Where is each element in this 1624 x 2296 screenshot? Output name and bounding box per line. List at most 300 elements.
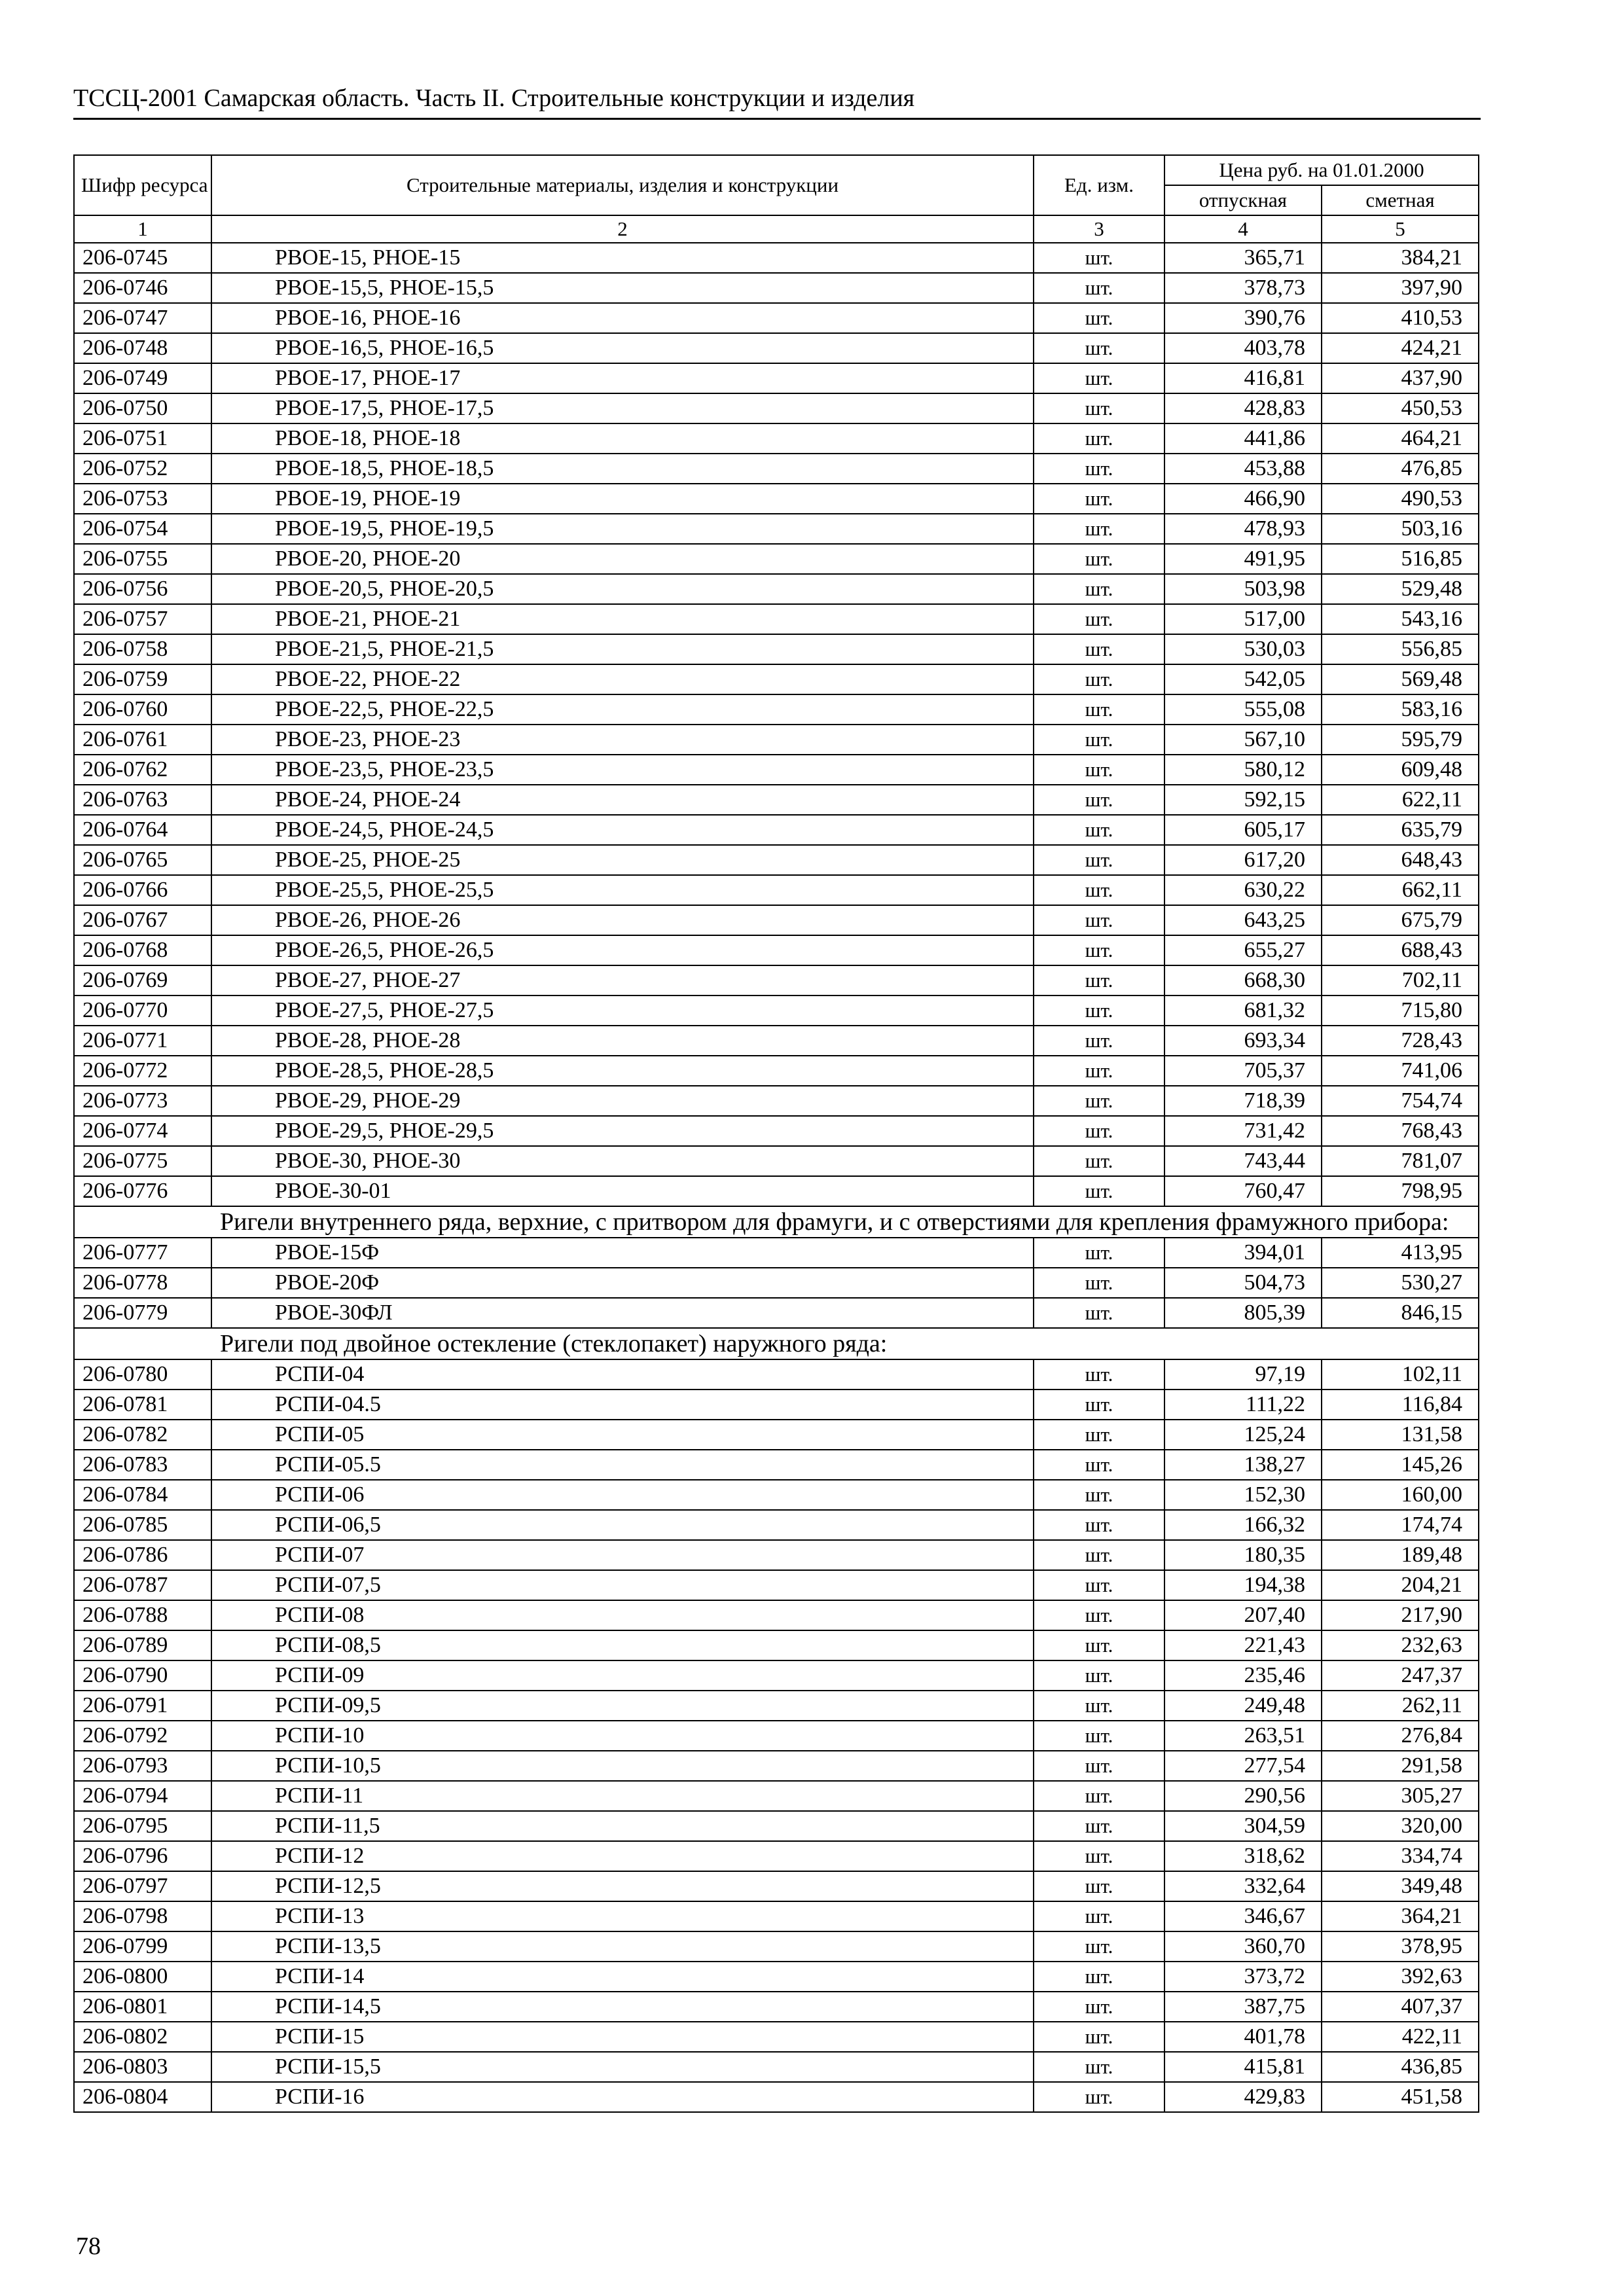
estimate-price-cell: 728,43 (1322, 1026, 1479, 1056)
release-price-cell: 530,03 (1164, 634, 1322, 664)
unit-cell: шт. (1034, 1660, 1164, 1691)
unit-cell: шт. (1034, 1026, 1164, 1056)
release-price-cell: 731,42 (1164, 1116, 1322, 1146)
release-price-cell: 580,12 (1164, 755, 1322, 785)
release-price-cell: 394,01 (1164, 1238, 1322, 1268)
resource-code-cell: 206-0764 (74, 815, 211, 845)
release-price-cell: 387,75 (1164, 1992, 1322, 2022)
column-number: 3 (1034, 215, 1164, 243)
resource-code-cell: 206-0799 (74, 1931, 211, 1962)
unit-cell: шт. (1034, 1480, 1164, 1510)
estimate-price-cell: 437,90 (1322, 363, 1479, 393)
estimate-price-cell: 364,21 (1322, 1901, 1479, 1931)
resource-code-cell: 206-0750 (74, 393, 211, 423)
release-price-cell: 401,78 (1164, 2022, 1322, 2052)
material-name-cell: РВОЕ-22, РНОЕ-22 (211, 664, 1034, 694)
estimate-price-cell: 232,63 (1322, 1630, 1479, 1660)
material-name-cell: РСПИ-06 (211, 1480, 1034, 1510)
material-name-cell: РВОЕ-20Ф (211, 1268, 1034, 1298)
estimate-price-cell: 436,85 (1322, 2052, 1479, 2082)
column-number: 5 (1322, 215, 1479, 243)
section-header-row (74, 1206, 1479, 1238)
estimate-price-cell: 715,80 (1322, 996, 1479, 1026)
resource-code-cell: 206-0778 (74, 1268, 211, 1298)
table-row (74, 1238, 1479, 1268)
estimate-price-cell: 305,27 (1322, 1781, 1479, 1811)
unit-cell: шт. (1034, 1781, 1164, 1811)
release-price-cell: 332,64 (1164, 1871, 1322, 1901)
unit-cell: шт. (1034, 845, 1164, 875)
resource-code-cell: 206-0775 (74, 1146, 211, 1176)
release-price-cell: 517,00 (1164, 604, 1322, 634)
table-row (74, 514, 1479, 544)
resource-code-cell: 206-0772 (74, 1056, 211, 1086)
unit-cell: шт. (1034, 1238, 1164, 1268)
release-price-cell: 466,90 (1164, 484, 1322, 514)
estimate-price-cell: 349,48 (1322, 1871, 1479, 1901)
unit-cell: шт. (1034, 1390, 1164, 1420)
section-header-row (74, 1328, 1479, 1359)
material-name-cell: РВОЕ-15Ф (211, 1238, 1034, 1268)
table-row (74, 1420, 1479, 1450)
table-row (74, 2022, 1479, 2052)
material-name-cell: РСПИ-10,5 (211, 1751, 1034, 1781)
unit-cell: шт. (1034, 514, 1164, 544)
estimate-price-cell: 189,48 (1322, 1540, 1479, 1570)
resource-code-cell: 206-0782 (74, 1420, 211, 1450)
release-price-cell: 592,15 (1164, 785, 1322, 815)
table-row (74, 1600, 1479, 1630)
release-price-cell: 617,20 (1164, 845, 1322, 875)
estimate-price-cell: 451,58 (1322, 2082, 1479, 2112)
resource-code-cell: 206-0800 (74, 1962, 211, 1992)
release-price-cell: 194,38 (1164, 1570, 1322, 1600)
material-name-cell: РВОЕ-18, РНОЕ-18 (211, 423, 1034, 454)
column-number: 4 (1164, 215, 1322, 243)
estimate-price-cell: 702,11 (1322, 965, 1479, 996)
resource-code-cell: 206-0804 (74, 2082, 211, 2112)
estimate-price-cell: 291,58 (1322, 1751, 1479, 1781)
table-row (74, 363, 1479, 393)
resource-code-cell: 206-0790 (74, 1660, 211, 1691)
release-price-cell: 125,24 (1164, 1420, 1322, 1450)
table-row (74, 393, 1479, 423)
unit-cell: шт. (1034, 1871, 1164, 1901)
resource-code-cell: 206-0749 (74, 363, 211, 393)
unit-cell: шт. (1034, 755, 1164, 785)
table-row (74, 1781, 1479, 1811)
unit-cell: шт. (1034, 905, 1164, 935)
table-row (74, 1359, 1479, 1390)
resource-code-cell: 206-0762 (74, 755, 211, 785)
unit-cell: шт. (1034, 243, 1164, 273)
material-name-cell: РВОЕ-16,5, РНОЕ-16,5 (211, 333, 1034, 363)
resource-code-cell: 206-0784 (74, 1480, 211, 1510)
table-row (74, 454, 1479, 484)
resource-code-cell: 206-0802 (74, 2022, 211, 2052)
estimate-price-cell: 476,85 (1322, 454, 1479, 484)
table-row (74, 604, 1479, 634)
release-price-cell: 605,17 (1164, 815, 1322, 845)
release-price-cell: 221,43 (1164, 1630, 1322, 1660)
material-name-cell: РВОЕ-21,5, РНОЕ-21,5 (211, 634, 1034, 664)
resource-code-cell: 206-0766 (74, 875, 211, 905)
page-number: 78 (76, 2233, 101, 2260)
release-price-cell: 318,62 (1164, 1841, 1322, 1871)
table-row (74, 1811, 1479, 1841)
unit-cell: шт. (1034, 1811, 1164, 1841)
release-price-cell: 643,25 (1164, 905, 1322, 935)
column-number-row (74, 215, 1479, 243)
release-price-cell: 138,27 (1164, 1450, 1322, 1480)
release-price-cell: 453,88 (1164, 454, 1322, 484)
material-name-cell: РСПИ-12,5 (211, 1871, 1034, 1901)
material-name-cell: РВОЕ-15,5, РНОЕ-15,5 (211, 273, 1034, 303)
material-name-cell: РВОЕ-29,5, РНОЕ-29,5 (211, 1116, 1034, 1146)
estimate-price-cell: 407,37 (1322, 1992, 1479, 2022)
unit-cell: шт. (1034, 965, 1164, 996)
material-name-cell: РВОЕ-28,5, РНОЕ-28,5 (211, 1056, 1034, 1086)
estimate-price-cell: 569,48 (1322, 664, 1479, 694)
unit-cell: шт. (1034, 2052, 1164, 2082)
material-name-cell: РСПИ-11,5 (211, 1811, 1034, 1841)
resource-code-cell: 206-0758 (74, 634, 211, 664)
resource-code-cell: 206-0783 (74, 1450, 211, 1480)
unit-cell: шт. (1034, 1962, 1164, 1992)
table-row (74, 2082, 1479, 2112)
release-price-cell: 304,59 (1164, 1811, 1322, 1841)
release-price-cell: 478,93 (1164, 514, 1322, 544)
estimate-price-cell: 247,37 (1322, 1660, 1479, 1691)
table-row (74, 1721, 1479, 1751)
table-row (74, 664, 1479, 694)
release-price-cell: 760,47 (1164, 1176, 1322, 1206)
release-price-cell: 346,67 (1164, 1901, 1322, 1931)
release-price-cell: 655,27 (1164, 935, 1322, 965)
resource-code-cell: 206-0773 (74, 1086, 211, 1116)
material-name-cell: РВОЕ-17, РНОЕ-17 (211, 363, 1034, 393)
unit-cell: шт. (1034, 1510, 1164, 1540)
table-row (74, 243, 1479, 273)
release-price-cell: 166,32 (1164, 1510, 1322, 1540)
estimate-price-cell: 422,11 (1322, 2022, 1479, 2052)
resource-code-cell: 206-0785 (74, 1510, 211, 1540)
material-name-cell: РВОЕ-18,5, РНОЕ-18,5 (211, 454, 1034, 484)
table-row (74, 1146, 1479, 1176)
material-name-cell: РВОЕ-24,5, РНОЕ-24,5 (211, 815, 1034, 845)
release-price-cell: 693,34 (1164, 1026, 1322, 1056)
resource-code-cell: 206-0745 (74, 243, 211, 273)
unit-cell: шт. (1034, 1721, 1164, 1751)
table-row (74, 273, 1479, 303)
material-name-cell: РВОЕ-20,5, РНОЕ-20,5 (211, 574, 1034, 604)
material-name-cell: РСПИ-14 (211, 1962, 1034, 1992)
estimate-price-cell: 516,85 (1322, 544, 1479, 574)
release-price-cell: 111,22 (1164, 1390, 1322, 1420)
release-price-cell: 249,48 (1164, 1691, 1322, 1721)
resource-code-cell: 206-0765 (74, 845, 211, 875)
estimate-price-cell: 131,58 (1322, 1420, 1479, 1450)
estimate-price-cell: 622,11 (1322, 785, 1479, 815)
resource-code-cell: 206-0771 (74, 1026, 211, 1056)
unit-cell: шт. (1034, 785, 1164, 815)
material-name-cell: РСПИ-08,5 (211, 1630, 1034, 1660)
estimate-price-cell: 116,84 (1322, 1390, 1479, 1420)
estimate-price-cell: 464,21 (1322, 423, 1479, 454)
material-name-cell: РСПИ-05 (211, 1420, 1034, 1450)
release-price-cell: 235,46 (1164, 1660, 1322, 1691)
unit-cell: шт. (1034, 2082, 1164, 2112)
resource-code-cell: 206-0757 (74, 604, 211, 634)
table-row (74, 1540, 1479, 1570)
estimate-price-cell: 160,00 (1322, 1480, 1479, 1510)
release-price-cell: 668,30 (1164, 965, 1322, 996)
table-row (74, 1116, 1479, 1146)
table-row (74, 1176, 1479, 1206)
table-row (74, 1841, 1479, 1871)
unit-cell: шт. (1034, 1992, 1164, 2022)
estimate-price-cell: 384,21 (1322, 243, 1479, 273)
column-number: 1 (74, 215, 211, 243)
resource-code-cell: 206-0791 (74, 1691, 211, 1721)
material-name-cell: РВОЕ-20, РНОЕ-20 (211, 544, 1034, 574)
resource-code-cell: 206-0753 (74, 484, 211, 514)
unit-cell: шт. (1034, 1420, 1164, 1450)
material-name-cell: РВОЕ-30-01 (211, 1176, 1034, 1206)
section-title: Ригели внутреннего ряда, верхние, с притвором для фрамуги, и с отверстиями для крепления фрамужного прибора: (74, 1206, 1479, 1238)
resource-code-cell: 206-0777 (74, 1238, 211, 1268)
estimate-price-cell: 413,95 (1322, 1238, 1479, 1268)
unit-cell: шт. (1034, 1841, 1164, 1871)
release-price-cell: 180,35 (1164, 1540, 1322, 1570)
material-name-cell: РВОЕ-19, РНОЕ-19 (211, 484, 1034, 514)
release-price-cell: 630,22 (1164, 875, 1322, 905)
table-body (74, 243, 1479, 2112)
estimate-price-cell: 648,43 (1322, 845, 1479, 875)
material-name-cell: РСПИ-13,5 (211, 1931, 1034, 1962)
table-row (74, 2052, 1479, 2082)
material-name-cell: РСПИ-09,5 (211, 1691, 1034, 1721)
table-row (74, 544, 1479, 574)
resource-code-cell: 206-0774 (74, 1116, 211, 1146)
unit-cell: шт. (1034, 996, 1164, 1026)
material-name-cell: РВОЕ-19,5, РНОЕ-19,5 (211, 514, 1034, 544)
material-name-cell: РСПИ-08 (211, 1600, 1034, 1630)
release-price-cell: 416,81 (1164, 363, 1322, 393)
release-price-cell: 152,30 (1164, 1480, 1322, 1510)
table-row (74, 965, 1479, 996)
material-name-cell: РВОЕ-15, РНОЕ-15 (211, 243, 1034, 273)
table-row (74, 1992, 1479, 2022)
resource-code-cell: 206-0769 (74, 965, 211, 996)
unit-cell: шт. (1034, 1751, 1164, 1781)
column-header-name: Строительные материалы, изделия и конструкции (211, 155, 1034, 215)
release-price-cell: 415,81 (1164, 2052, 1322, 2082)
material-name-cell: РВОЕ-30, РНОЕ-30 (211, 1146, 1034, 1176)
material-name-cell: РСПИ-04.5 (211, 1390, 1034, 1420)
table-header-row (74, 155, 1479, 185)
material-name-cell: РВОЕ-26,5, РНОЕ-26,5 (211, 935, 1034, 965)
resource-code-cell: 206-0754 (74, 514, 211, 544)
material-name-cell: РСПИ-05.5 (211, 1450, 1034, 1480)
release-price-cell: 378,73 (1164, 273, 1322, 303)
table-row (74, 845, 1479, 875)
resource-code-cell: 206-0796 (74, 1841, 211, 1871)
resource-code-cell: 206-0756 (74, 574, 211, 604)
estimate-price-cell: 543,16 (1322, 604, 1479, 634)
resource-code-cell: 206-0752 (74, 454, 211, 484)
table-row (74, 1450, 1479, 1480)
unit-cell: шт. (1034, 725, 1164, 755)
release-price-cell: 429,83 (1164, 2082, 1322, 2112)
table-row (74, 1901, 1479, 1931)
resource-code-cell: 206-0770 (74, 996, 211, 1026)
material-name-cell: РСПИ-06,5 (211, 1510, 1034, 1540)
release-price-cell: 491,95 (1164, 544, 1322, 574)
resource-code-cell: 206-0798 (74, 1901, 211, 1931)
estimate-price-cell: 675,79 (1322, 905, 1479, 935)
resource-code-cell: 206-0751 (74, 423, 211, 454)
table-row (74, 1086, 1479, 1116)
unit-cell: шт. (1034, 1901, 1164, 1931)
material-name-cell: РСПИ-07 (211, 1540, 1034, 1570)
estimate-price-cell: 397,90 (1322, 273, 1479, 303)
estimate-price-cell: 662,11 (1322, 875, 1479, 905)
estimate-price-cell: 503,16 (1322, 514, 1479, 544)
resource-code-cell: 206-0788 (74, 1600, 211, 1630)
unit-cell: шт. (1034, 1268, 1164, 1298)
unit-cell: шт. (1034, 604, 1164, 634)
unit-cell: шт. (1034, 634, 1164, 664)
unit-cell: шт. (1034, 273, 1164, 303)
material-name-cell: РСПИ-16 (211, 2082, 1034, 2112)
table-row (74, 303, 1479, 333)
material-name-cell: РВОЕ-23,5, РНОЕ-23,5 (211, 755, 1034, 785)
table-row (74, 1660, 1479, 1691)
release-price-cell: 441,86 (1164, 423, 1322, 454)
table-row (74, 484, 1479, 514)
column-header-price: Цена руб. на 01.01.2000 (1164, 155, 1479, 185)
estimate-price-cell: 424,21 (1322, 333, 1479, 363)
unit-cell: шт. (1034, 333, 1164, 363)
unit-cell: шт. (1034, 1630, 1164, 1660)
release-price-cell: 97,19 (1164, 1359, 1322, 1390)
estimate-price-cell: 102,11 (1322, 1359, 1479, 1390)
table-row (74, 1298, 1479, 1328)
unit-cell: шт. (1034, 1359, 1164, 1390)
material-name-cell: РВОЕ-25, РНОЕ-25 (211, 845, 1034, 875)
header-rule (73, 118, 1481, 120)
estimate-price-cell: 262,11 (1322, 1691, 1479, 1721)
column-header-estimate-price: сметная (1322, 185, 1479, 215)
material-name-cell: РВОЕ-22,5, РНОЕ-22,5 (211, 694, 1034, 725)
unit-cell: шт. (1034, 484, 1164, 514)
unit-cell: шт. (1034, 393, 1164, 423)
resource-code-cell: 206-0779 (74, 1298, 211, 1328)
estimate-price-cell: 378,95 (1322, 1931, 1479, 1962)
table-row (74, 1510, 1479, 1540)
estimate-price-cell: 635,79 (1322, 815, 1479, 845)
material-name-cell: РСПИ-09 (211, 1660, 1034, 1691)
estimate-price-cell: 334,74 (1322, 1841, 1479, 1871)
table-row (74, 755, 1479, 785)
resource-code-cell: 206-0780 (74, 1359, 211, 1390)
resource-code-cell: 206-0787 (74, 1570, 211, 1600)
resource-code-cell: 206-0801 (74, 1992, 211, 2022)
table-row (74, 815, 1479, 845)
table-row (74, 423, 1479, 454)
material-name-cell: РСПИ-04 (211, 1359, 1034, 1390)
unit-cell: шт. (1034, 664, 1164, 694)
estimate-price-cell: 410,53 (1322, 303, 1479, 333)
release-price-cell: 681,32 (1164, 996, 1322, 1026)
material-name-cell: РСПИ-11 (211, 1781, 1034, 1811)
material-name-cell: РВОЕ-28, РНОЕ-28 (211, 1026, 1034, 1056)
unit-cell: шт. (1034, 1600, 1164, 1630)
resource-code-cell: 206-0781 (74, 1390, 211, 1420)
table-row (74, 1931, 1479, 1962)
table-row (74, 725, 1479, 755)
release-price-cell: 503,98 (1164, 574, 1322, 604)
release-price-cell: 718,39 (1164, 1086, 1322, 1116)
material-name-cell: РВОЕ-29, РНОЕ-29 (211, 1086, 1034, 1116)
release-price-cell: 277,54 (1164, 1751, 1322, 1781)
resource-code-cell: 206-0786 (74, 1540, 211, 1570)
release-price-cell: 743,44 (1164, 1146, 1322, 1176)
price-table-container (73, 154, 1478, 2113)
table-row (74, 333, 1479, 363)
price-table (73, 154, 1479, 2113)
release-price-cell: 207,40 (1164, 1600, 1322, 1630)
table-row (74, 1691, 1479, 1721)
column-header-unit: Ед. изм. (1034, 155, 1164, 215)
unit-cell: шт. (1034, 423, 1164, 454)
estimate-price-cell: 583,16 (1322, 694, 1479, 725)
unit-cell: шт. (1034, 1298, 1164, 1328)
unit-cell: шт. (1034, 1570, 1164, 1600)
material-name-cell: РВОЕ-16, РНОЕ-16 (211, 303, 1034, 333)
table-row (74, 1751, 1479, 1781)
resource-code-cell: 206-0748 (74, 333, 211, 363)
table-row (74, 1570, 1479, 1600)
resource-code-cell: 206-0789 (74, 1630, 211, 1660)
resource-code-cell: 206-0747 (74, 303, 211, 333)
table-row (74, 1390, 1479, 1420)
release-price-cell: 290,56 (1164, 1781, 1322, 1811)
release-price-cell: 805,39 (1164, 1298, 1322, 1328)
unit-cell: шт. (1034, 815, 1164, 845)
estimate-price-cell: 392,63 (1322, 1962, 1479, 1992)
material-name-cell: РВОЕ-23, РНОЕ-23 (211, 725, 1034, 755)
release-price-cell: 428,83 (1164, 393, 1322, 423)
table-row (74, 1962, 1479, 1992)
material-name-cell: РСПИ-13 (211, 1901, 1034, 1931)
material-name-cell: РСПИ-12 (211, 1841, 1034, 1871)
estimate-price-cell: 609,48 (1322, 755, 1479, 785)
release-price-cell: 555,08 (1164, 694, 1322, 725)
column-header-release-price: отпускная (1164, 185, 1322, 215)
table-row (74, 1480, 1479, 1510)
resource-code-cell: 206-0776 (74, 1176, 211, 1206)
estimate-price-cell: 530,27 (1322, 1268, 1479, 1298)
estimate-price-cell: 174,74 (1322, 1510, 1479, 1540)
resource-code-cell: 206-0760 (74, 694, 211, 725)
unit-cell: шт. (1034, 1450, 1164, 1480)
estimate-price-cell: 217,90 (1322, 1600, 1479, 1630)
resource-code-cell: 206-0792 (74, 1721, 211, 1751)
table-row (74, 1871, 1479, 1901)
estimate-price-cell: 688,43 (1322, 935, 1479, 965)
